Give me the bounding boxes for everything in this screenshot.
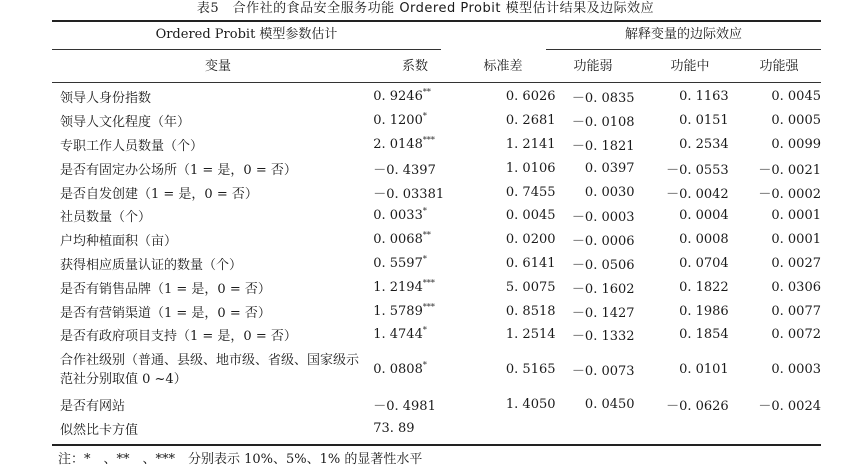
weak-cell: －0. 0506 (571, 257, 635, 273)
group-header-probit: Ordered Probit 模型参数估计 (155, 27, 338, 42)
strong-cell: 0. 0045 (771, 89, 821, 105)
variable-cell: 似然比卡方值 (60, 422, 139, 438)
mid-cell: 0. 0004 (679, 208, 729, 224)
se-cell: 0. 6141 (505, 255, 556, 271)
mid-cell: 0. 0008 (679, 232, 729, 248)
top-rule (52, 20, 821, 22)
coef-cell (373, 299, 444, 323)
strong-cell: 0. 0001 (771, 208, 821, 224)
variable-cell: 是否有固定办公场所（1 = 是，0 = 否） (60, 162, 297, 178)
coef-value: 0. 5597 (373, 255, 423, 271)
strong-cell: 0. 0003 (771, 362, 821, 378)
se-cell: 0. 0200 (505, 232, 556, 248)
weak-cell: －0. 1821 (571, 138, 635, 154)
significance-mark: * (422, 207, 427, 217)
caption-suffix: 模型估计结果及边际效应 (505, 1, 655, 16)
table-row (52, 109, 821, 133)
table-row (52, 133, 821, 157)
coef-value: 1. 5789 (373, 303, 423, 319)
weak-cell: －0. 0073 (571, 364, 635, 380)
weak-cell: －0. 1602 (571, 281, 635, 297)
variable-cell: 是否有销售品牌（1 = 是，0 = 否） (60, 281, 271, 297)
mid-cell: 0. 1163 (679, 89, 729, 105)
mid-cell: －0. 0553 (666, 162, 729, 178)
se-cell: 1. 2141 (505, 136, 556, 152)
group-rule-left (52, 49, 441, 50)
strong-cell: －0. 0024 (758, 399, 821, 415)
se-cell: 0. 8518 (505, 303, 556, 319)
caption-method: Ordered Probit (399, 1, 501, 16)
se-cell: 0. 0045 (505, 208, 556, 224)
se-cell: 5. 0075 (505, 279, 556, 295)
coef-value: －0. 4981 (373, 399, 436, 415)
table-row-website (52, 393, 821, 417)
variable-cell: 社员数量（个） (60, 210, 152, 226)
coef-value: 0. 9246 (373, 89, 423, 105)
strong-cell: 0. 0027 (771, 255, 821, 271)
table-row (52, 323, 821, 347)
coef-cell (373, 156, 444, 180)
table-row (52, 156, 821, 180)
coef-cell (373, 347, 444, 393)
significance-mark: * (422, 111, 427, 121)
mid-cell: 0. 0151 (679, 113, 729, 129)
coef-value: 1. 2194 (373, 279, 423, 295)
col-header-se: 标准差 (483, 59, 523, 74)
coef-cell (373, 180, 444, 204)
significance-mark: * (422, 254, 427, 264)
coef-cell (373, 252, 444, 276)
variable-cell: 专职工作人员数量（个） (60, 138, 204, 154)
se-cell: 0. 7455 (505, 184, 556, 200)
weak-cell: 0. 0030 (584, 184, 635, 200)
significance-mark: *** (422, 135, 435, 145)
strong-cell: 0. 0005 (771, 113, 821, 129)
table-caption (0, 0, 851, 20)
variable-cell (52, 347, 373, 393)
variable-cell: 是否有政府项目支持（1 = 是，0 = 否） (60, 329, 297, 345)
variable-cell: 是否自发创建（1 = 是，0 = 否） (60, 186, 258, 202)
mid-cell: 0. 1822 (679, 279, 729, 295)
se-cell: 1. 2514 (505, 327, 556, 343)
results-table (52, 85, 821, 440)
table-row (52, 204, 821, 228)
strong-cell: 0. 0077 (771, 303, 821, 319)
table-row (52, 275, 821, 299)
col-header-variable: 变量 (204, 59, 231, 74)
coef-cell: 73. 89 (373, 420, 415, 436)
variable-cell: 是否有营销渠道（1 = 是，0 = 否） (60, 305, 271, 321)
header-rule (52, 82, 821, 83)
table-row (52, 180, 821, 204)
coef-cell (373, 393, 444, 417)
significance-mark: *** (422, 302, 435, 312)
coef-value: 2. 0148 (373, 136, 423, 152)
caption-prefix: 表5 合作社的食品安全服务功能 (196, 1, 395, 16)
significance-mark: * (422, 326, 427, 336)
se-cell: 1. 4050 (505, 397, 556, 413)
coef-cell (373, 228, 444, 252)
strong-cell: 0. 0306 (771, 279, 821, 295)
mid-cell: －0. 0626 (666, 399, 729, 415)
group-header-marginal: 解释变量的边际效应 (624, 27, 742, 42)
mid-cell: 0. 2534 (679, 136, 729, 152)
mid-cell: －0. 0042 (666, 186, 729, 202)
coef-value: 1. 4744 (373, 327, 423, 343)
table-row-likelihood-ratio (52, 417, 821, 441)
weak-cell: －0. 0003 (571, 210, 635, 226)
significance-mark: ** (422, 88, 431, 98)
strong-cell: 0. 0072 (771, 327, 821, 343)
mid-cell: 0. 0101 (679, 362, 729, 378)
weak-cell: －0. 0006 (571, 234, 635, 250)
strong-cell: 0. 0099 (771, 136, 821, 152)
col-header-coef: 系数 (401, 59, 428, 74)
mid-cell: 0. 1986 (679, 303, 729, 319)
table-row (52, 299, 821, 323)
coef-cell (373, 204, 444, 228)
col-header-mid: 功能中 (670, 59, 710, 74)
variable-cell: 户均种植面积（亩） (60, 234, 178, 250)
variable-cell: 获得相应质量认证的数量（个） (60, 257, 243, 273)
table-row (52, 228, 821, 252)
coef-value: －0. 03381 (373, 186, 445, 202)
mid-cell: 0. 1854 (679, 327, 729, 343)
coef-value: 0. 0033 (373, 208, 423, 224)
se-cell: 0. 2681 (505, 113, 556, 129)
strong-cell: －0. 0021 (758, 162, 821, 178)
table-row (52, 85, 821, 109)
significance-mark: ** (422, 230, 431, 240)
coef-value: 0. 0068 (373, 232, 423, 248)
weak-cell: 0. 0450 (584, 397, 635, 413)
col-header-strong: 功能强 (759, 59, 799, 74)
mid-cell: 0. 0704 (679, 255, 729, 271)
weak-cell: －0. 1332 (571, 329, 635, 345)
col-header-weak: 功能弱 (573, 59, 613, 74)
strong-cell: －0. 0002 (758, 186, 821, 202)
coef-cell (373, 85, 444, 109)
weak-cell: 0. 0397 (584, 160, 635, 176)
bottom-rule (52, 444, 821, 446)
coef-cell (373, 133, 444, 157)
coef-value: 0. 1200 (373, 113, 423, 129)
table-note: 注：* 、** 、*** 分别表示 10%、5%、1% 的显著性水平 (58, 452, 423, 467)
se-cell: 0. 6026 (505, 89, 556, 105)
group-rule-right (546, 49, 821, 50)
variable-cell: 领导人身份指数 (60, 91, 152, 107)
results-table-body (52, 85, 821, 440)
variable-text: 合作社级别（普通、县级、地市级、省级、国家级示范社分别取值 0 ~4） (60, 352, 360, 387)
se-cell: 0. 5165 (505, 362, 556, 378)
coef-cell (373, 109, 444, 133)
weak-cell: －0. 0108 (571, 115, 635, 131)
variable-cell: 领导人文化程度（年） (60, 115, 191, 131)
strong-cell: 0. 0001 (771, 232, 821, 248)
coef-cell (373, 275, 444, 299)
se-cell: 1. 0106 (505, 160, 556, 176)
weak-cell: －0. 1427 (571, 305, 635, 321)
weak-cell: －0. 0835 (571, 91, 635, 107)
coef-cell (373, 323, 444, 347)
significance-mark: *** (422, 278, 435, 288)
coef-value: －0. 4397 (373, 162, 436, 178)
variable-cell: 是否有网站 (60, 399, 126, 415)
coef-value: 0. 0808 (373, 362, 423, 378)
table-row-cooperative-level (52, 347, 821, 393)
significance-mark: * (422, 360, 427, 370)
table-row (52, 252, 821, 276)
